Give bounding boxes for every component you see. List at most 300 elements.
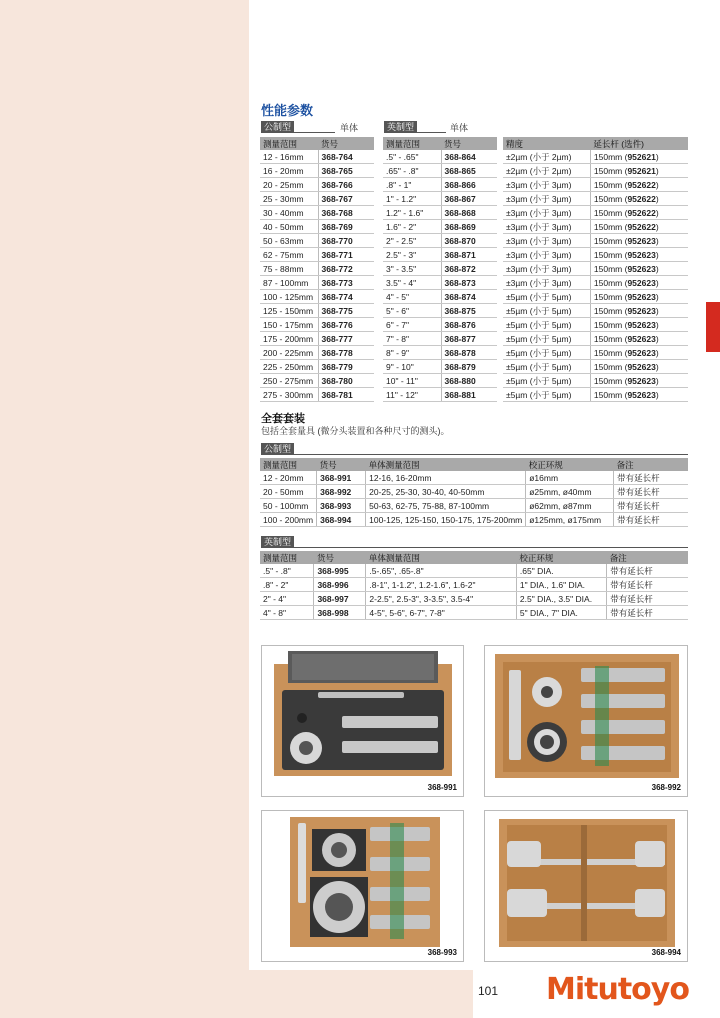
table-row (503, 374, 688, 388)
table-row (260, 592, 688, 606)
table-cell: 368-991 (317, 471, 366, 485)
table-cell: 带有延长杆 (614, 471, 688, 485)
extension-rod-cell (590, 346, 688, 360)
extension-close: ) (655, 193, 659, 204)
table-cell: 368-997 (314, 592, 366, 606)
table-row (260, 220, 374, 234)
extension-close: ) (655, 263, 659, 274)
extension-part-number: 952623 (627, 235, 656, 246)
table-cell: 100 - 125mm (260, 290, 318, 304)
table-cell: 125 - 150mm (260, 304, 318, 318)
extension-close: ) (655, 347, 659, 358)
accuracy-cell: ±3µm (小于 3µm) (503, 178, 590, 192)
table-row (503, 234, 688, 248)
section-tab-marker (706, 302, 720, 352)
table-row (260, 318, 374, 332)
table-row (260, 206, 374, 220)
extension-rod-cell (590, 388, 688, 402)
table-row (383, 360, 497, 374)
column-header: 货号 (314, 551, 366, 564)
extension-length: 150mm ( (593, 389, 628, 400)
extension-length: 150mm ( (593, 263, 628, 274)
bottom-band (0, 970, 473, 1018)
extension-length: 150mm ( (593, 291, 628, 302)
table-cell: 50-63, 62-75, 75-88, 87-100mm (366, 499, 526, 513)
table-row (260, 513, 688, 527)
table-row (503, 206, 688, 220)
sets-metric-underline (261, 454, 688, 455)
table-cell: 368-781 (318, 388, 374, 402)
case-image-368-991 (262, 646, 463, 796)
extension-close: ) (655, 361, 659, 372)
table-cell: 3" - 3.5" (383, 262, 441, 276)
table-header-row (260, 458, 688, 471)
extension-rod-cell (590, 290, 688, 304)
table-row (503, 220, 688, 234)
table-row (260, 276, 374, 290)
sets-imperial-table (260, 551, 688, 620)
table-row (260, 332, 374, 346)
table-row (260, 499, 688, 513)
extension-part-number: 952623 (627, 305, 656, 316)
extension-part-number: 952623 (627, 347, 656, 358)
accuracy-cell: ±3µm (小于 3µm) (503, 262, 590, 276)
table-cell: 75 - 88mm (260, 262, 318, 276)
product-photo-368-991 (261, 645, 464, 797)
extension-close: ) (655, 249, 659, 260)
accuracy-cell: ±5µm (小于 5µm) (503, 346, 590, 360)
photo-caption: 368-993 (427, 948, 457, 957)
table-cell: 368-764 (318, 150, 374, 164)
metric-single-table (260, 137, 374, 402)
table-cell: 368-773 (318, 276, 374, 290)
table-cell: 20-25, 25-30, 30-40, 40-50mm (366, 485, 526, 499)
table-cell: 368-774 (318, 290, 374, 304)
section-title-sets: 全套套装 (261, 413, 305, 425)
extension-part-number: 952622 (627, 193, 656, 204)
column-header: 测量范围 (260, 458, 317, 471)
accuracy-cell: ±2µm (小于 2µm) (503, 150, 590, 164)
table-cell: 368-870 (441, 234, 497, 248)
table-row (260, 388, 374, 402)
table-cell: 带有延长杆 (607, 592, 688, 606)
extension-length: 150mm ( (593, 375, 628, 386)
extension-length: 150mm ( (593, 277, 628, 288)
photo-caption: 368-994 (651, 948, 681, 957)
imperial-single-table (383, 137, 497, 402)
product-photo-368-994 (484, 810, 688, 962)
table-row (260, 234, 374, 248)
table-row (383, 178, 497, 192)
table-row (503, 248, 688, 262)
table-cell: ø125mm, ø175mm (526, 513, 614, 527)
imperial-single-label: 单体 (450, 123, 469, 133)
table-cell: 3.5" - 4" (383, 276, 441, 290)
table-row (383, 248, 497, 262)
table-row (260, 248, 374, 262)
brand-logo: Mitutoyo (546, 972, 689, 1007)
table-cell: 368-765 (318, 164, 374, 178)
extension-close: ) (655, 319, 659, 330)
table-cell: 带有延长杆 (607, 606, 688, 620)
table-cell: 368-874 (441, 290, 497, 304)
extension-rod-cell (590, 304, 688, 318)
table-cell: 368-876 (441, 318, 497, 332)
extension-length: 150mm ( (593, 249, 628, 260)
table-cell: 10" - 11" (383, 374, 441, 388)
table-cell: 368-771 (318, 248, 374, 262)
table-cell: 368-767 (318, 192, 374, 206)
table-row (503, 164, 688, 178)
metric-single-label: 单体 (340, 123, 359, 133)
table-row (383, 234, 497, 248)
column-header: 单体测量范围 (366, 458, 526, 471)
page-number: 101 (478, 984, 499, 998)
product-photo-368-992 (484, 645, 688, 797)
table-row (383, 220, 497, 234)
section-title-performance: 性能参数 (261, 103, 314, 118)
sets-imperial-tag: 英制型 (261, 536, 294, 548)
column-header: 备注 (614, 458, 688, 471)
extension-close: ) (655, 235, 659, 246)
table-cell: 9" - 10" (383, 360, 441, 374)
table-cell: ø62mm, ø87mm (526, 499, 614, 513)
column-header: 货号 (441, 137, 497, 150)
table-row (503, 150, 688, 164)
table-cell: .65" DIA. (516, 564, 606, 578)
table-cell: 带有延长杆 (614, 513, 688, 527)
table-row (260, 150, 374, 164)
imperial-tag: 英制型 (384, 121, 417, 133)
table-cell: 7" - 8" (383, 332, 441, 346)
table-cell: 2" - 2.5" (383, 234, 441, 248)
table-cell: 50 - 63mm (260, 234, 318, 248)
table-cell: 368-994 (317, 513, 366, 527)
table-row (503, 360, 688, 374)
accuracy-cell: ±3µm (小于 3µm) (503, 248, 590, 262)
extension-length: 150mm ( (593, 165, 628, 176)
extension-part-number: 952623 (627, 249, 656, 260)
table-row (260, 304, 374, 318)
accuracy-cell: ±5µm (小于 5µm) (503, 290, 590, 304)
table-cell: 20 - 25mm (260, 178, 318, 192)
table-cell: 100 - 200mm (260, 513, 317, 527)
table-cell: 368-869 (441, 220, 497, 234)
table-row (383, 206, 497, 220)
table-cell: 20 - 50mm (260, 485, 317, 499)
table-row (503, 290, 688, 304)
table-cell: 368-993 (317, 499, 366, 513)
table-cell: 2.5" - 3" (383, 248, 441, 262)
table-cell: 275 - 300mm (260, 388, 318, 402)
table-cell: .5-.65", .65-.8" (366, 564, 516, 578)
table-row (260, 290, 374, 304)
accuracy-cell: ±3µm (小于 3µm) (503, 234, 590, 248)
table-cell: .8" - 1" (383, 178, 441, 192)
table-header-row (503, 137, 688, 150)
column-header: 延长杆 (选件) (590, 137, 688, 150)
table-row (383, 332, 497, 346)
column-header: 测量范围 (260, 551, 314, 564)
table-cell: 368-772 (318, 262, 374, 276)
extension-close: ) (655, 375, 659, 386)
table-row (383, 346, 497, 360)
extension-part-number: 952621 (627, 151, 656, 162)
table-cell: 368-879 (441, 360, 497, 374)
table-cell: 带有延长杆 (607, 578, 688, 592)
case-image-368-994 (485, 811, 687, 961)
accuracy-cell: ±5µm (小于 5µm) (503, 388, 590, 402)
table-cell: 200 - 225mm (260, 346, 318, 360)
table-cell: 368-880 (441, 374, 497, 388)
extension-part-number: 952621 (627, 165, 656, 176)
extension-rod-cell (590, 248, 688, 262)
table-cell: 带有延长杆 (607, 564, 688, 578)
table-cell: 62 - 75mm (260, 248, 318, 262)
extension-part-number: 952623 (627, 389, 656, 400)
case-image-368-992 (485, 646, 687, 796)
accuracy-cell: ±3µm (小于 3µm) (503, 276, 590, 290)
table-row (503, 178, 688, 192)
table-cell: 368-770 (318, 234, 374, 248)
accuracy-table (503, 137, 688, 402)
table-cell: 12 - 16mm (260, 150, 318, 164)
table-cell: 30 - 40mm (260, 206, 318, 220)
extension-rod-cell (590, 374, 688, 388)
section-sets-note: 包括全套量具 (微分头装置和各种尺寸的测头)。 (261, 426, 450, 436)
table-cell: 368-775 (318, 304, 374, 318)
table-cell: 225 - 250mm (260, 360, 318, 374)
extension-close: ) (655, 389, 659, 400)
accuracy-cell: ±5µm (小于 5µm) (503, 304, 590, 318)
case-image-368-993 (262, 811, 463, 961)
column-header: 货号 (317, 458, 366, 471)
table-cell: 2-2.5", 2.5-3", 3-3.5", 3.5-4" (366, 592, 516, 606)
extension-part-number: 952623 (627, 333, 656, 344)
table-row (260, 471, 688, 485)
table-cell: 16 - 20mm (260, 164, 318, 178)
extension-rod-cell (590, 164, 688, 178)
table-row (383, 374, 497, 388)
table-row (260, 346, 374, 360)
photo-caption: 368-992 (651, 783, 681, 792)
extension-length: 150mm ( (593, 221, 628, 232)
table-cell: 100-125, 125-150, 150-175, 175-200mm (366, 513, 526, 527)
extension-length: 150mm ( (593, 305, 628, 316)
table-cell: 368-871 (441, 248, 497, 262)
table-cell: 368-878 (441, 346, 497, 360)
table-row (260, 374, 374, 388)
extension-length: 150mm ( (593, 333, 628, 344)
extension-rod-cell (590, 360, 688, 374)
extension-close: ) (655, 179, 659, 190)
table-row (503, 346, 688, 360)
table-row (260, 360, 374, 374)
extension-rod-cell (590, 276, 688, 290)
column-header: 单体测量范围 (366, 551, 516, 564)
extension-rod-cell (590, 220, 688, 234)
column-header: 货号 (318, 137, 374, 150)
extension-part-number: 952623 (627, 375, 656, 386)
extension-rod-cell (590, 332, 688, 346)
extension-close: ) (655, 291, 659, 302)
table-cell: 40 - 50mm (260, 220, 318, 234)
metric-tag: 公制型 (261, 121, 294, 133)
extension-rod-cell (590, 318, 688, 332)
table-cell: 150 - 175mm (260, 318, 318, 332)
table-cell: .65" - .8" (383, 164, 441, 178)
table-header-row (383, 137, 497, 150)
table-row (383, 318, 497, 332)
table-cell: 368-872 (441, 262, 497, 276)
table-cell: 6" - 7" (383, 318, 441, 332)
table-cell: 250 - 275mm (260, 374, 318, 388)
extension-part-number: 952622 (627, 179, 656, 190)
table-row (503, 192, 688, 206)
extension-part-number: 952623 (627, 291, 656, 302)
table-cell: 368-875 (441, 304, 497, 318)
column-header: 校正环规 (526, 458, 614, 471)
extension-close: ) (655, 277, 659, 288)
table-row (260, 178, 374, 192)
table-cell: 4-5", 5-6", 6-7", 7-8" (366, 606, 516, 620)
extension-close: ) (655, 165, 659, 176)
extension-part-number: 952623 (627, 277, 656, 288)
table-row (260, 262, 374, 276)
table-cell: 175 - 200mm (260, 332, 318, 346)
table-row (260, 578, 688, 592)
table-row (503, 276, 688, 290)
table-cell: .8-1", 1-1.2", 1.2-1.6", 1.6-2" (366, 578, 516, 592)
table-row (383, 164, 497, 178)
photo-caption: 368-991 (427, 783, 457, 792)
table-row (383, 150, 497, 164)
table-row (383, 276, 497, 290)
extension-rod-cell (590, 206, 688, 220)
table-cell: 368-769 (318, 220, 374, 234)
table-cell: 368-995 (314, 564, 366, 578)
table-cell: 25 - 30mm (260, 192, 318, 206)
table-cell: 368-865 (441, 164, 497, 178)
table-row (260, 164, 374, 178)
table-row (503, 262, 688, 276)
table-cell: .5" - .8" (260, 564, 314, 578)
table-cell: 4" - 8" (260, 606, 314, 620)
extension-length: 150mm ( (593, 207, 628, 218)
table-cell: 368-996 (314, 578, 366, 592)
accuracy-cell: ±5µm (小于 5µm) (503, 318, 590, 332)
table-cell: 368-866 (441, 178, 497, 192)
table-cell: 368-776 (318, 318, 374, 332)
extension-length: 150mm ( (593, 361, 628, 372)
table-row (383, 388, 497, 402)
accuracy-cell: ±5µm (小于 5µm) (503, 374, 590, 388)
left-sidebar (0, 0, 249, 1018)
column-header: 校正环规 (516, 551, 606, 564)
extension-length: 150mm ( (593, 319, 628, 330)
accuracy-cell: ±5µm (小于 5µm) (503, 332, 590, 346)
column-header: 测量范围 (383, 137, 441, 150)
table-cell: 368-992 (317, 485, 366, 499)
table-cell: 368-867 (441, 192, 497, 206)
table-cell: 12 - 20mm (260, 471, 317, 485)
accuracy-cell: ±3µm (小于 3µm) (503, 192, 590, 206)
table-cell: 368-766 (318, 178, 374, 192)
table-cell: 368-779 (318, 360, 374, 374)
column-header: 备注 (607, 551, 688, 564)
table-row (260, 606, 688, 620)
table-row (503, 318, 688, 332)
sets-imperial-underline (261, 547, 688, 548)
extension-part-number: 952622 (627, 221, 656, 232)
table-cell: 87 - 100mm (260, 276, 318, 290)
table-cell: 368-877 (441, 332, 497, 346)
column-header: 精度 (503, 137, 590, 150)
extension-rod-cell (590, 262, 688, 276)
table-row (503, 304, 688, 318)
table-row (503, 388, 688, 402)
extension-length: 150mm ( (593, 235, 628, 246)
table-row (260, 485, 688, 499)
table-cell: 1" - 1.2" (383, 192, 441, 206)
table-cell: 368-881 (441, 388, 497, 402)
table-row (383, 192, 497, 206)
table-cell: 2.5" DIA., 3.5" DIA. (516, 592, 606, 606)
extension-close: ) (655, 221, 659, 232)
table-cell: 368-998 (314, 606, 366, 620)
extension-rod-cell (590, 192, 688, 206)
table-cell: 2" - 4" (260, 592, 314, 606)
table-row (260, 192, 374, 206)
table-row (503, 332, 688, 346)
extension-part-number: 952622 (627, 207, 656, 218)
extension-part-number: 952623 (627, 319, 656, 330)
table-cell: 368-768 (318, 206, 374, 220)
table-cell: 50 - 100mm (260, 499, 317, 513)
extension-rod-cell (590, 178, 688, 192)
product-photo-368-993 (261, 810, 464, 962)
extension-length: 150mm ( (593, 179, 628, 190)
metric-tag-underline (261, 132, 335, 133)
table-row (383, 262, 497, 276)
table-cell: 8" - 9" (383, 346, 441, 360)
table-cell: 1.6" - 2" (383, 220, 441, 234)
extension-close: ) (655, 333, 659, 344)
table-cell: 12-16, 16-20mm (366, 471, 526, 485)
extension-part-number: 952623 (627, 361, 656, 372)
accuracy-cell: ±5µm (小于 5µm) (503, 360, 590, 374)
table-cell: 368-868 (441, 206, 497, 220)
table-cell: 368-864 (441, 150, 497, 164)
table-cell: 368-780 (318, 374, 374, 388)
extension-close: ) (655, 151, 659, 162)
extension-close: ) (655, 305, 659, 316)
table-cell: ø25mm, ø40mm (526, 485, 614, 499)
sets-metric-tag: 公制型 (261, 443, 294, 455)
table-cell: 368-777 (318, 332, 374, 346)
table-cell: 1" DIA., 1.6" DIA. (516, 578, 606, 592)
table-cell: 368-778 (318, 346, 374, 360)
table-cell: 5" DIA., 7" DIA. (516, 606, 606, 620)
sets-metric-table (260, 458, 688, 527)
accuracy-cell: ±2µm (小于 2µm) (503, 164, 590, 178)
table-cell: ø16mm (526, 471, 614, 485)
table-row (260, 564, 688, 578)
table-header-row (260, 137, 374, 150)
imperial-tag-underline (384, 132, 446, 133)
table-cell: 带有延长杆 (614, 499, 688, 513)
extension-close: ) (655, 207, 659, 218)
